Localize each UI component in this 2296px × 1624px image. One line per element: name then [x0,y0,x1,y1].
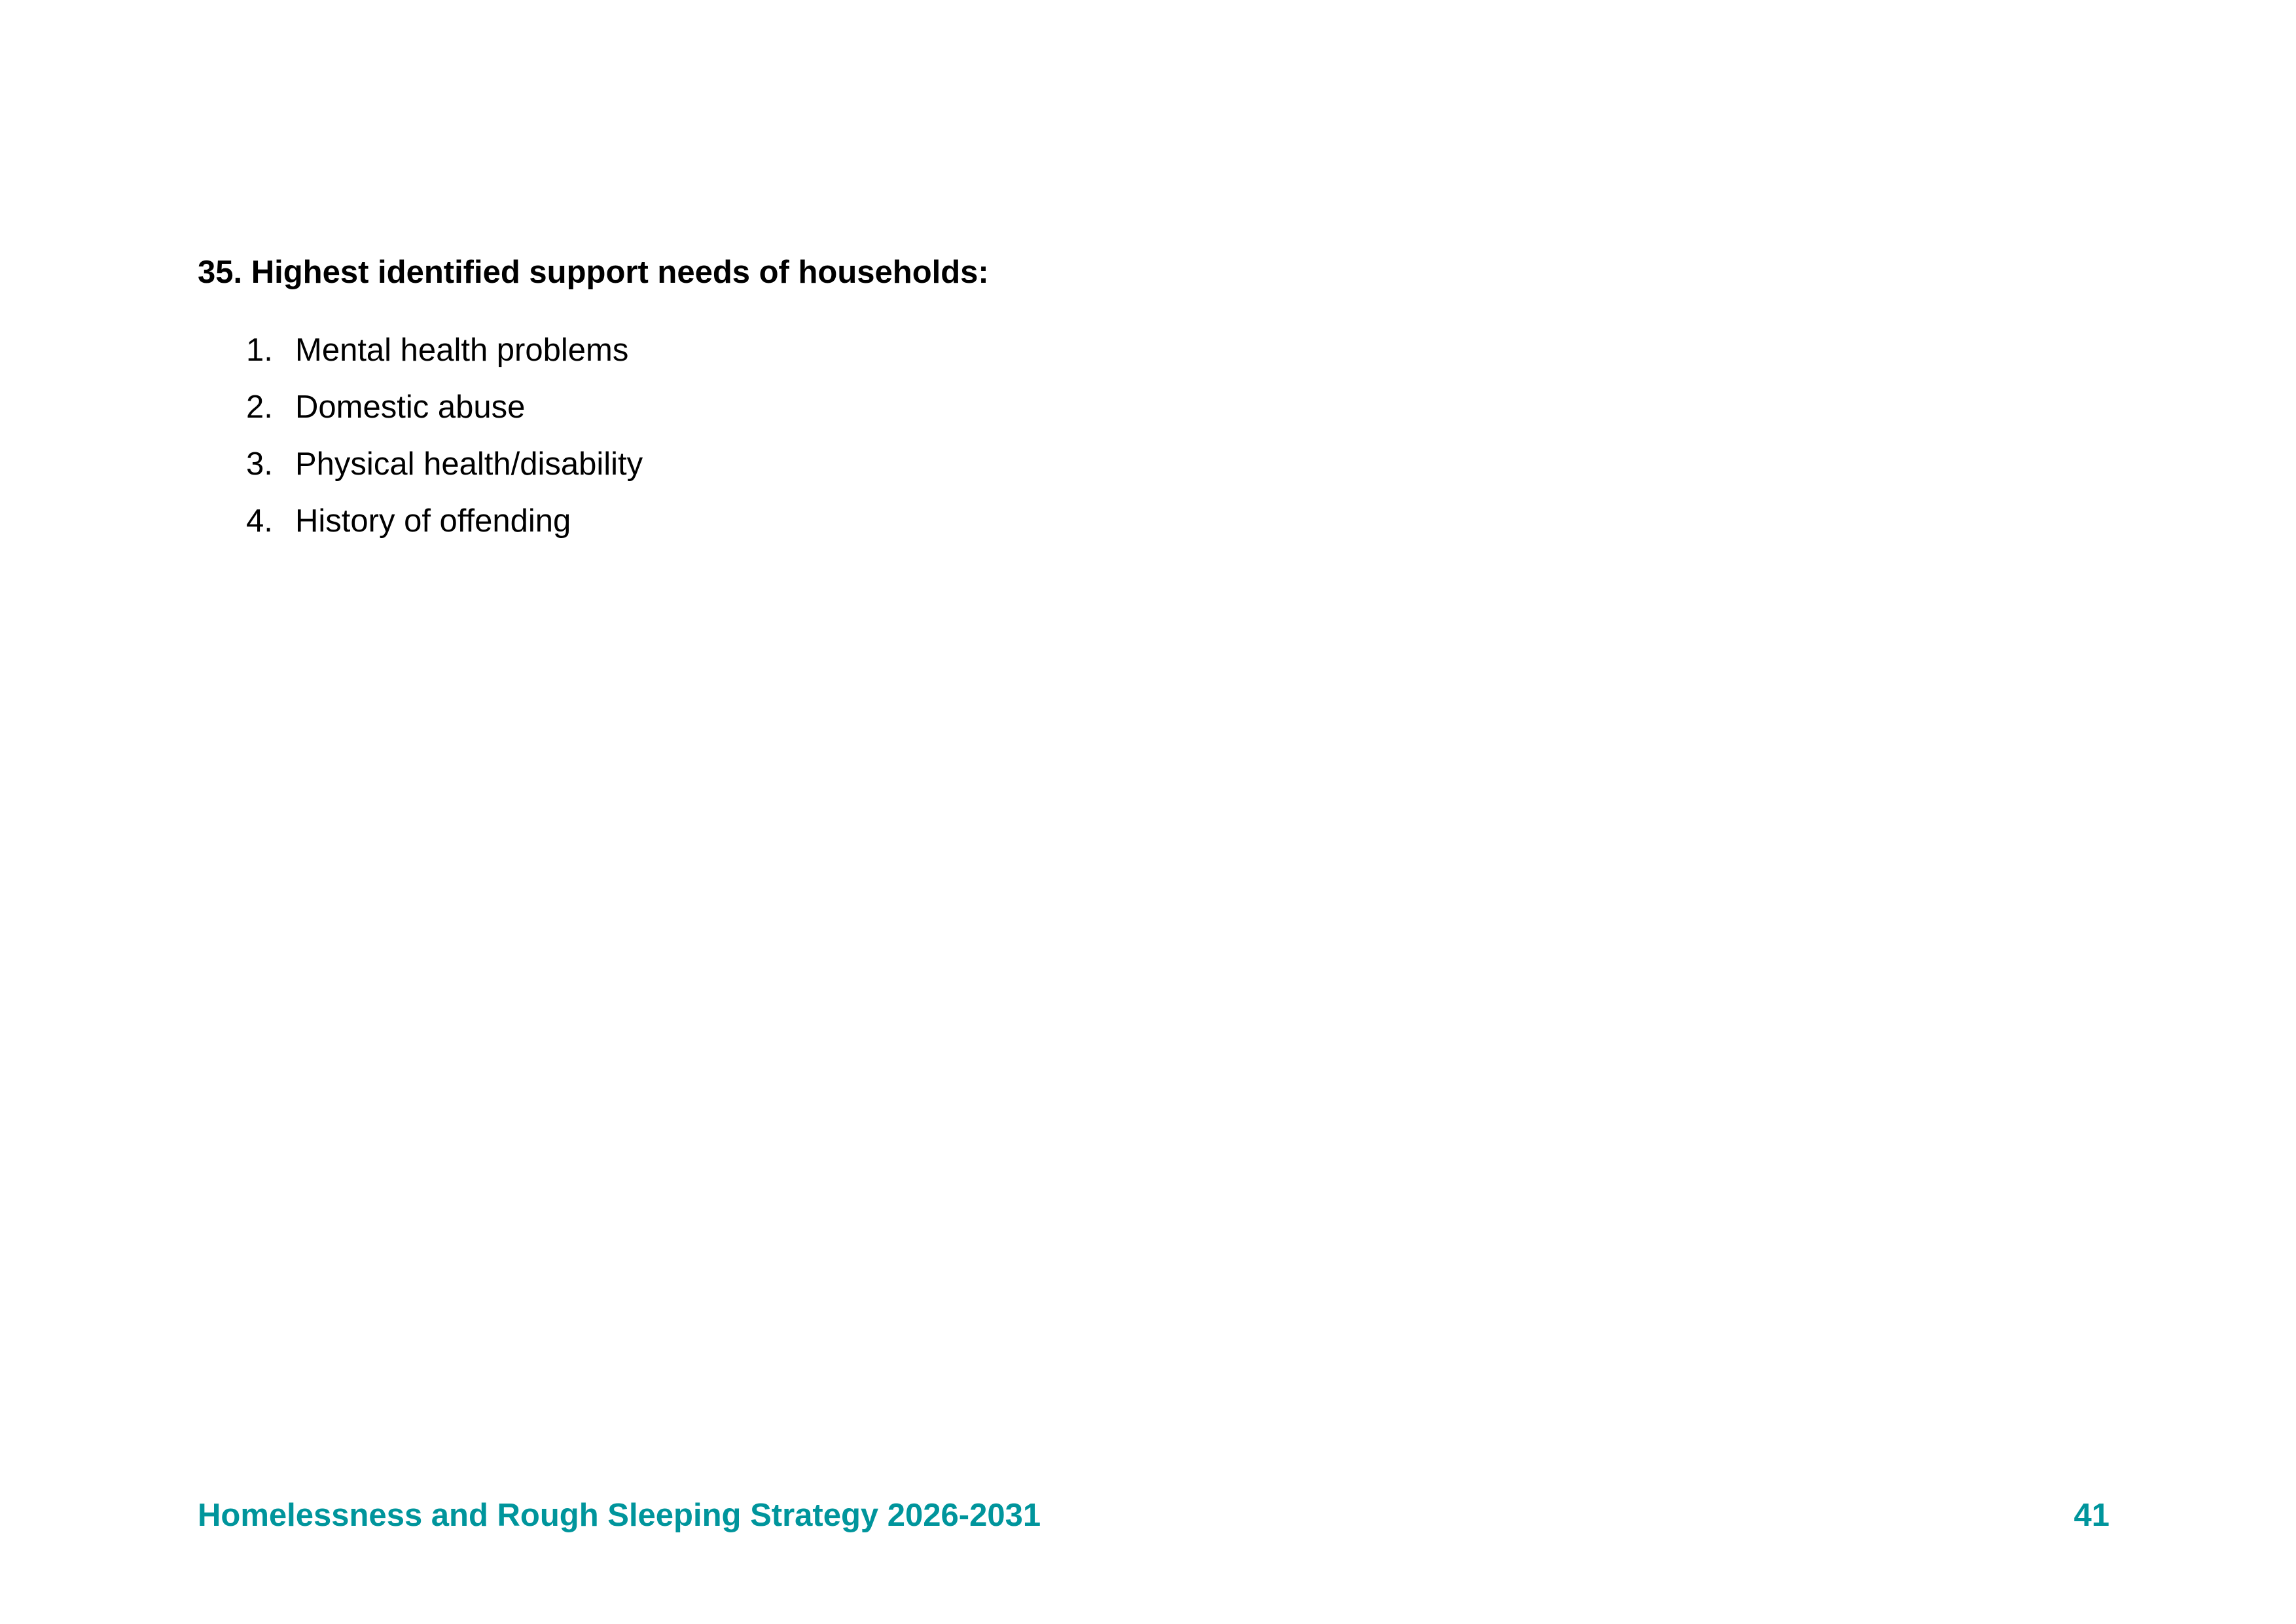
list-item-number: 3. [246,446,273,482]
list-item-text: History of offending [295,503,571,539]
list-item-number: 2. [246,389,273,425]
list-item-text: Domestic abuse [295,389,526,425]
page-number: 41 [2073,1498,2109,1533]
list-item-text: Mental health problems [295,333,629,368]
footer-document-title: Homelessness and Rough Sleeping Strategy 2026-2031 [198,1498,1041,1533]
list-item-number: 1. [246,333,273,368]
list-item-text: Physical health/disability [295,446,643,482]
list-item-number: 4. [246,503,273,539]
section-heading: 35. Highest identified support needs of households: [198,255,989,290]
